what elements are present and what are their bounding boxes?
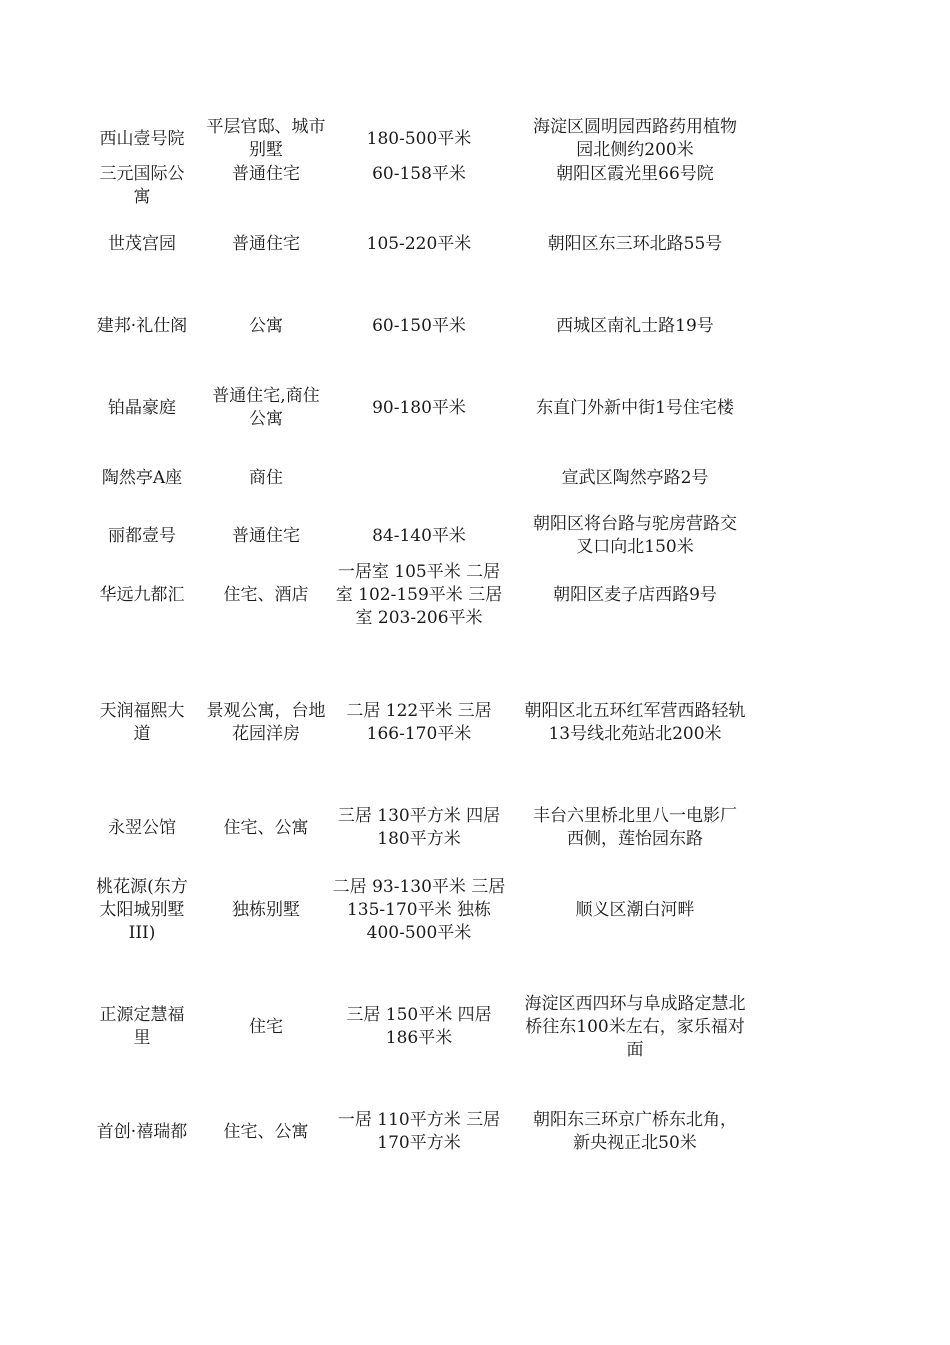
- address-cell: 顺义区潮白河畔: [575, 899, 695, 920]
- address-cell: 朝阳区东三环北路55号: [547, 233, 723, 254]
- property-name-cell: 天润福熙大道: [99, 701, 185, 744]
- property-type-cell: 普通住宅,商住公寓: [212, 386, 320, 429]
- unit-area-cell: 一居 110平方米 三居 170平方米: [337, 1110, 501, 1153]
- unit-area-cell: 90-180平米: [372, 397, 466, 418]
- property-name-cell: 正源定慧福里: [99, 1005, 185, 1048]
- property-name-cell: 桃花源(东方太阳城别墅III): [96, 876, 188, 943]
- property-name-cell: 首创·禧瑞都: [96, 1121, 188, 1142]
- unit-area-cell: 三居 130平方米 四居 180平方米: [337, 806, 501, 849]
- property-type-cell: 住宅、酒店: [223, 584, 309, 605]
- table-row: [80, 875, 760, 945]
- address-cell: 西城区南礼士路19号: [556, 315, 714, 336]
- table-row: [80, 1109, 760, 1155]
- unit-area-cell: 二居 93-130平米 三居 135-170平米 独栋 400-500平米: [332, 876, 506, 943]
- property-type-cell: 住宅、公寓: [223, 817, 309, 838]
- property-type-cell: 住宅: [249, 1016, 283, 1037]
- property-type-cell: 普通住宅: [232, 164, 300, 184]
- table-row: [80, 385, 760, 431]
- unit-area-cell: 60-158平米: [372, 164, 466, 184]
- property-name-cell: 三元国际公寓: [99, 164, 185, 207]
- address-cell: 东直门外新中街1号住宅楼: [536, 397, 734, 418]
- table-row: [80, 513, 760, 559]
- address-cell: 海淀区圆明园西路药用植物园北侧约200米: [533, 117, 737, 160]
- table-row: [80, 560, 760, 630]
- address-cell: 丰台六里桥北里八一电影厂西侧，莲怡园东路: [533, 806, 737, 849]
- table-row: [80, 303, 760, 349]
- property-type-cell: 商住: [249, 467, 283, 488]
- address-cell: 朝阳区麦子店西路9号: [553, 584, 717, 605]
- property-name-cell: 永翌公馆: [108, 817, 176, 838]
- property-name-cell: 铂晶豪庭: [108, 397, 176, 418]
- property-name-cell: 华远九都汇: [99, 584, 185, 605]
- table-row: [80, 232, 760, 256]
- property-name-cell: 陶然亭A座: [101, 467, 183, 488]
- table-row: [80, 700, 760, 746]
- address-cell: 宣武区陶然亭路2号: [561, 467, 709, 488]
- unit-area-cell: 180-500平米: [366, 128, 472, 149]
- property-name-cell: 建邦·礼仕阁: [96, 315, 188, 336]
- unit-area-cell: 84-140平米: [372, 525, 466, 546]
- unit-area-cell: 60-150平米: [372, 315, 466, 336]
- property-type-cell: 普通住宅: [232, 233, 300, 254]
- property-type-cell: 公寓: [249, 315, 283, 336]
- address-cell: 朝阳区北五环红军营西路轻轨13号线北苑站北200米: [524, 701, 746, 744]
- unit-area-cell: 二居 122平米 三居 166-170平米: [346, 701, 492, 744]
- table-row: [80, 116, 760, 162]
- property-type-cell: 景观公寓，台地花园洋房: [206, 701, 326, 744]
- unit-area-cell: 105-220平米: [366, 233, 472, 254]
- property-type-cell: 住宅、公寓: [223, 1121, 309, 1142]
- property-type-cell: 独栋别墅: [232, 899, 300, 920]
- table-row: [80, 805, 760, 851]
- table-row: [80, 163, 760, 209]
- property-name-cell: 丽都壹号: [108, 525, 176, 546]
- address-cell: 朝阳区将台路与驼房营路交叉口向北150米: [533, 514, 737, 557]
- unit-area-cell: 三居 150平米 四居 186平米: [346, 1005, 492, 1048]
- address-cell: 朝阳区霞光里66号院: [556, 164, 714, 184]
- unit-area-cell: 一居室 105平米 二居室 102-159平米 三居室 203-206平米: [335, 561, 503, 628]
- table-row: [80, 992, 760, 1062]
- property-name-cell: 世茂宫园: [108, 233, 176, 254]
- table-row: [80, 466, 760, 490]
- address-cell: 海淀区西四环与阜成路定慧北桥往东100米左右，家乐福对面: [524, 993, 746, 1060]
- property-name-cell: 西山壹号院: [99, 128, 185, 149]
- address-cell: 朝阳东三环京广桥东北角，新央视正北50米: [533, 1110, 737, 1153]
- property-type-cell: 普通住宅: [232, 525, 300, 546]
- property-type-cell: 平层官邸、城市别墅: [206, 117, 326, 160]
